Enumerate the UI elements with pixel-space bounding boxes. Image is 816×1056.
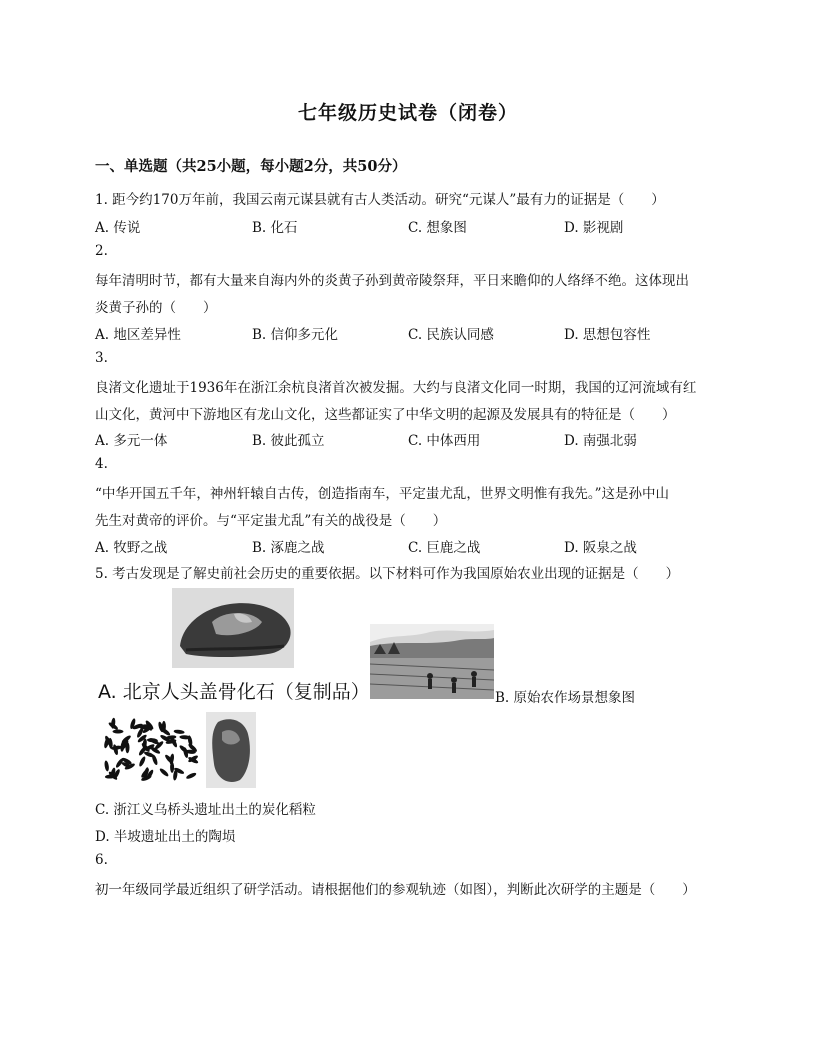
q3-option-b: B. 彼此孤立 xyxy=(252,433,325,449)
question-4-stem-line1: “中华开国五千年，神州轩辕自古传，创造指南车，平定蚩尤乱，世界文明惟有我先。”这是孙中山 xyxy=(95,486,670,502)
option-c-caption: C. 浙江义乌桥头遗址出土的炭化稻粒 xyxy=(95,802,316,818)
page-title: 七年级历史试卷（闭卷） xyxy=(297,102,518,124)
q2-option-c: C. 民族认同感 xyxy=(408,327,494,343)
question-5-stem: 5. 考古发现是了解史前社会历史的重要依据。以下材料可作为我国原始农业出现的证据是（ ） xyxy=(95,566,680,582)
carbonized-rice-image xyxy=(98,716,202,786)
section-heading: 一、单选题（共25小题，每小题2分，共50分） xyxy=(95,158,407,175)
q1-option-d: D. 影视剧 xyxy=(564,220,624,236)
pottery-shard-image xyxy=(206,712,256,788)
q4-option-c: C. 巨鹿之战 xyxy=(408,540,481,556)
question-3-stem-line2: 山文化，黄河中下游地区有龙山文化，这些都证实了中华文明的起源及发展具有的特征是（ ） xyxy=(95,407,676,423)
q4-option-b: B. 涿鹿之战 xyxy=(252,540,325,556)
q1-option-c: C. 想象图 xyxy=(408,220,467,236)
question-2-stem-line2: 炎黄子孙的（ ） xyxy=(95,300,217,316)
option-d-caption: D. 半坡遗址出土的陶埙 xyxy=(95,829,236,845)
q2-option-a: A. 地区差异性 xyxy=(95,327,181,343)
farming-scene-image xyxy=(370,624,494,699)
q1-option-b: B. 化石 xyxy=(252,220,298,236)
q4-option-a: A. 牧野之战 xyxy=(95,540,168,556)
q3-option-a: A. 多元一体 xyxy=(95,433,168,449)
q1-option-a: A. 传说 xyxy=(95,220,141,236)
q4-option-d: D. 阪泉之战 xyxy=(564,540,637,556)
question-1-stem: 1. 距今约170万年前，我国云南元谋县就有古人类活动。研究“元谋人”最有力的证据是（ ） xyxy=(95,192,665,208)
question-2-number: 2. xyxy=(95,243,108,259)
question-3-stem-line1: 良渚文化遗址于1936年在浙江余杭良渚首次被发掘。大约与良渚文化同一时期，我国的辽河流域有红 xyxy=(95,380,697,396)
question-6-number: 6. xyxy=(95,852,108,868)
question-2-stem-line1: 每年清明时节，都有大量来自海内外的炎黄子孙到黄帝陵祭拜，平日来瞻仰的人络绎不绝。这体现出 xyxy=(95,273,689,289)
question-6-stem: 初一年级同学最近组织了研学活动。请根据他们的参观轨迹（如图），判断此次研学的主题是（ ） xyxy=(95,882,696,898)
q3-option-d: D. 南强北弱 xyxy=(564,433,637,449)
q3-option-c: C. 中体西用 xyxy=(408,433,481,449)
option-a-caption: A. 北京人头盖骨化石（复制品） xyxy=(98,681,370,703)
question-4-stem-line2: 先生对黄帝的评价。与“平定蚩尤乱”有关的战役是（ ） xyxy=(95,513,447,529)
q2-option-d: D. 思想包容性 xyxy=(564,327,651,343)
skull-fossil-image xyxy=(172,588,294,668)
question-4-number: 4. xyxy=(95,456,108,472)
option-b-caption: B. 原始农作场景想象图 xyxy=(495,690,636,706)
q2-option-b: B. 信仰多元化 xyxy=(252,327,339,343)
question-3-number: 3. xyxy=(95,350,108,366)
